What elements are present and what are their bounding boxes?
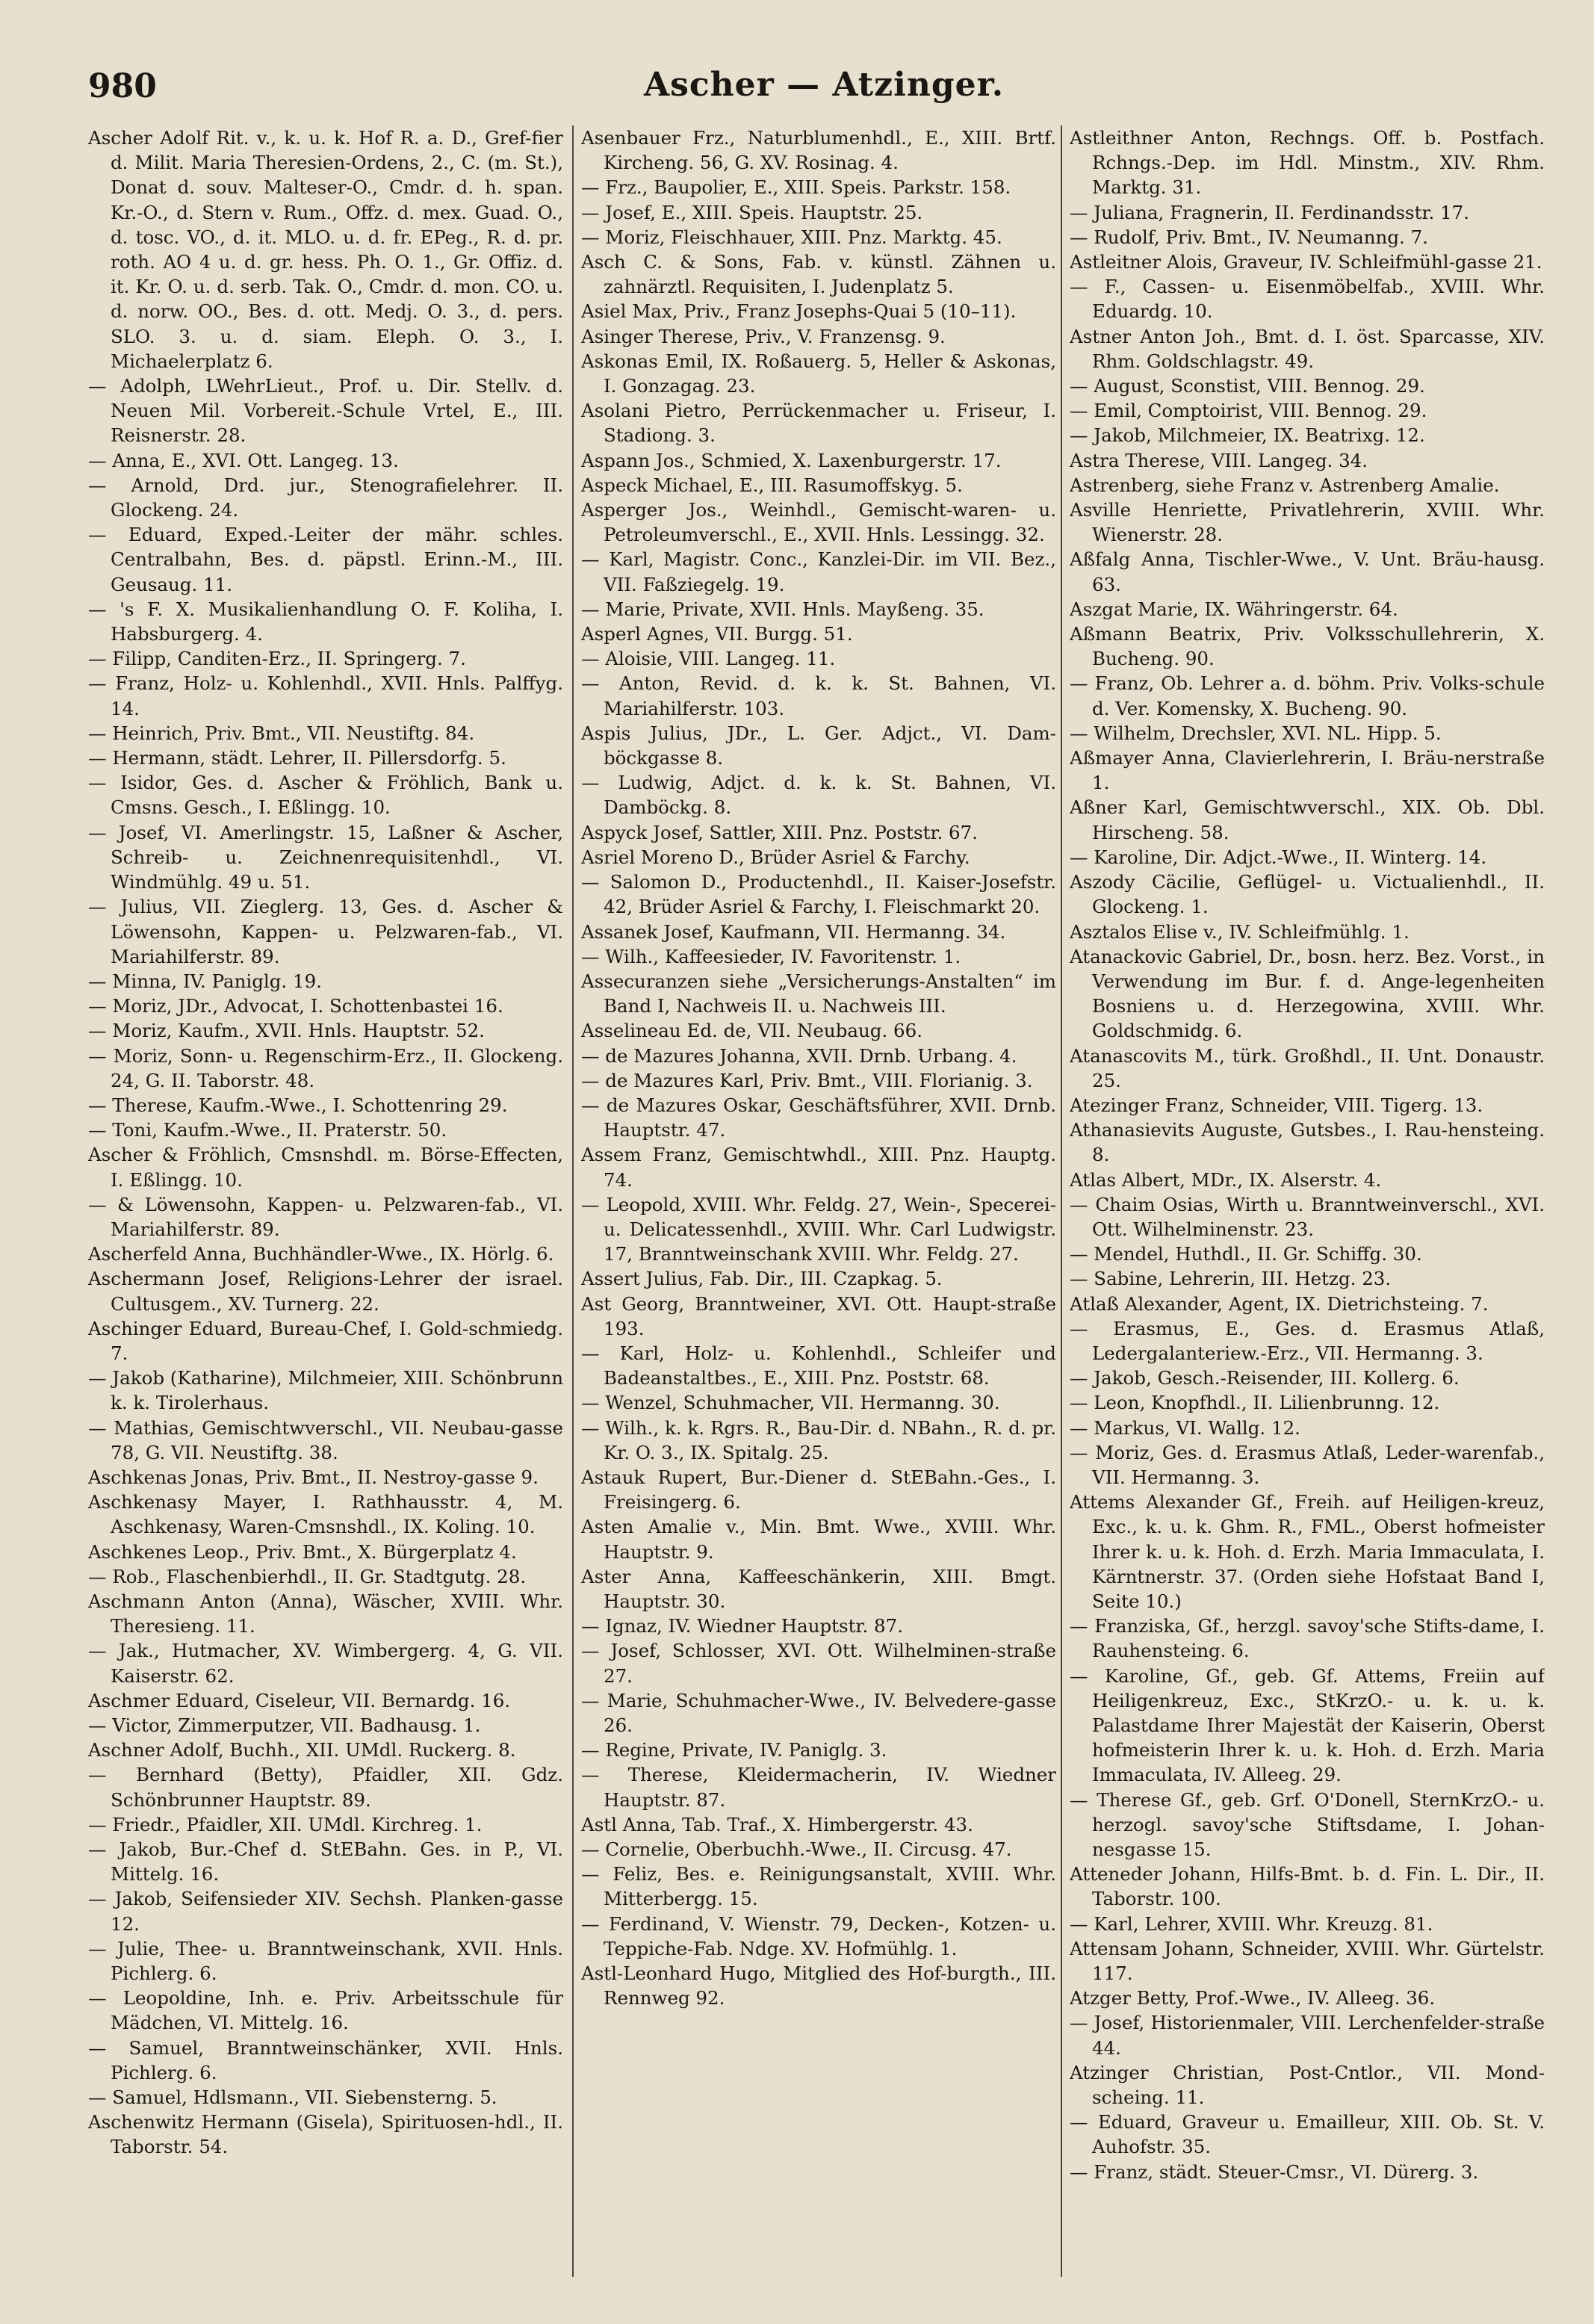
- directory-entry: Astauk Rupert, Bur.-Diener d. StEBahn.-Ges., I. Freisingerg. 6.: [581, 1466, 1056, 1513]
- directory-entry: Aschkenasy Mayer, I. Rathhausstr. 4, M. Aschkenasy, Waren-Cmsnshdl., IX. Koling. 10.: [88, 1491, 563, 1538]
- directory-entry: — Ludwig, Adjct. d. k. k. St. Bahnen, VI. Damböckg. 8.: [581, 772, 1056, 819]
- directory-entry: Astner Anton Joh., Bmt. d. I. öst. Sparcasse, XIV. Rhm. Goldschlagstr. 49.: [1070, 325, 1545, 372]
- directory-entry: — Josef, VI. Amerlingstr. 15, Laßner & Ascher, Schreib- u. Zeichnenrequisitenhdl., VI. Windmühlg. 49 u. 51.: [88, 821, 563, 893]
- directory-entry: — Franziska, Gf., herzgl. savoy'sche Stifts-dame, I. Rauhensteing. 6.: [1070, 1615, 1545, 1662]
- directory-entry: — Anton, Revid. d. k. k. St. Bahnen, VI. Mariahilferstr. 103.: [581, 672, 1056, 719]
- directory-entry: — Friedr., Pfaidler, XII. UMdl. Kirchreg. 1.: [88, 1813, 483, 1835]
- directory-entry: Aßner Karl, Gemischtwverschl., XIX. Ob. Dbl. Hirscheng. 58.: [1070, 796, 1545, 843]
- directory-entry: Aschkenes Leop., Priv. Bmt., X. Bürgerplatz 4.: [88, 1540, 517, 1563]
- directory-entry: Asselineau Ed. de, VII. Neubaug. 66.: [581, 1020, 922, 1042]
- directory-entry: Asriel Moreno D., Brüder Asriel & Farchy.: [581, 846, 970, 868]
- directory-entry: — Rob., Flaschenbierhdl., II. Gr. Stadtgutg. 28.: [88, 1565, 527, 1587]
- page-number: 980: [88, 67, 157, 105]
- directory-entry: Athanasievits Auguste, Gutsbes., I. Rau-hensteing. 8.: [1070, 1119, 1545, 1166]
- directory-entry: Atanascovits M., türk. Großhdl., II. Unt. Donaustr. 25.: [1070, 1044, 1545, 1091]
- directory-entry: Atteneder Johann, Hilfs-Bmt. b. d. Fin. L. Dir., II. Taborstr. 100.: [1070, 1863, 1545, 1910]
- directory-entry: — Josef, Historienmaler, VIII. Lerchenfelder-straße 44.: [1070, 2012, 1545, 2059]
- directory-entry: Assem Franz, Gemischtwhdl., XIII. Pnz. Hauptg. 74.: [581, 1144, 1056, 1191]
- directory-entry: Aschmer Eduard, Ciseleur, VII. Bernardg. 16.: [88, 1689, 511, 1711]
- directory-entry: Astl-Leonhard Hugo, Mitglied des Hof-burgth., III. Rennweg 92.: [581, 1962, 1056, 2010]
- directory-entry: Astleitner Alois, Graveur, IV. Schleifmühl-gasse 21.: [1070, 251, 1542, 273]
- directory-entry: — Josef, E., XIII. Speis. Hauptstr. 25.: [581, 201, 923, 223]
- directory-entry: — Therese, Kaufm.-Wwe., I. Schottenring 29.: [88, 1094, 508, 1116]
- directory-entry: — Salomon D., Productenhdl., II. Kaiser-Josefstr. 42, Brüder Asriel & Farchy, I. Fleischmarkt 20.: [581, 871, 1056, 918]
- directory-entry: Asville Henriette, Privatlehrerin, XVIII. Whr. Wienerstr. 28.: [1070, 499, 1545, 546]
- column-divider: [1061, 126, 1062, 2277]
- directory-entry: — Josef, Schlosser, XVI. Ott. Wilhelminen-straße 27.: [581, 1640, 1056, 1687]
- directory-entry: — Leopold, XVIII. Whr. Feldg. 27, Wein-, Specerei- u. Delicatessenhdl., XVIII. Whr. Carl Ludwigstr. 17, Branntweinschank XVIII. Whr. Feldg. 27.: [581, 1193, 1056, 1265]
- directory-entry: — Emil, Comptoirist, VIII. Bennog. 29.: [1070, 400, 1427, 422]
- directory-entry: — Moriz, Fleischhauer, XIII. Pnz. Marktg. 45.: [581, 226, 1002, 248]
- directory-entry: — Eduard, Exped.-Leiter der mähr. schles. Centralbahn, Bes. d. päpstl. Erinn.-M., III. Geusaug. 11.: [88, 524, 563, 595]
- directory-entry: — Cornelie, Oberbuchh.-Wwe., II. Circusg. 47.: [581, 1838, 1012, 1861]
- directory-entry: Aspeck Michael, E., III. Rasumoffskyg. 5.: [581, 474, 963, 496]
- directory-entry: — Samuel, Branntweinschänker, XVII. Hnls. Pichlerg. 6.: [88, 2036, 563, 2083]
- directory-entry: — Karl, Holz- u. Kohlenhdl., Schleifer und Badeanstaltbes., E., XIII. Pnz. Poststr. 68.: [581, 1342, 1056, 1389]
- directory-entry: Asztalos Elise v., IV. Schleifmühlg. 1.: [1070, 920, 1410, 943]
- directory-entry: — Franz, Ob. Lehrer a. d. böhm. Priv. Volks-schule d. Ver. Komensky, X. Bucheng. 90.: [1070, 672, 1545, 719]
- page-header: [88, 66, 1560, 114]
- directory-entry: — Marie, Private, XVII. Hnls. Mayßeng. 35.: [581, 598, 984, 620]
- directory-entry: — Wilh., k. k. Rgrs. R., Bau-Dir. d. NBahn., R. d. pr. Kr. O. 3., IX. Spitalg. 25.: [581, 1416, 1056, 1463]
- directory-entry: Aßmann Beatrix, Priv. Volksschullehrerin, X. Bucheng. 90.: [1070, 623, 1545, 670]
- directory-entry: — Julius, VII. Zieglerg. 13, Ges. d. Ascher & Löwensohn, Kappen- u. Pelzwaren-fab., VI. Mariahilferstr. 89.: [88, 896, 563, 967]
- directory-entry: — Wilhelm, Drechsler, XVI. NL. Hipp. 5.: [1070, 722, 1442, 744]
- column-right: [1070, 126, 1545, 2292]
- directory-entry: — Marie, Schuhmacher-Wwe., IV. Belvedere-gasse 26.: [581, 1689, 1056, 1736]
- directory-entry: — Isidor, Ges. d. Ascher & Fröhlich, Bank u. Cmsns. Gesch., I. Eßlingg. 10.: [88, 772, 563, 819]
- directory-entry: Aschinger Eduard, Bureau-Chef, I. Gold-schmiedg. 7.: [88, 1317, 563, 1364]
- directory-entry: — Ignaz, IV. Wiedner Hauptstr. 87.: [581, 1615, 903, 1637]
- directory-entry: — Filipp, Canditen-Erz., II. Springerg. 7.: [88, 648, 466, 670]
- directory-entry: — Aloisie, VIII. Langeg. 11.: [581, 648, 836, 670]
- directory-entry: Asten Amalie v., Min. Bmt. Wwe., XVIII. Whr. Hauptstr. 9.: [581, 1516, 1056, 1563]
- directory-entry: — Jakob, Seifensieder XIV. Sechsh. Planken-gasse 12.: [88, 1888, 563, 1935]
- directory-entry: — Moriz, Ges. d. Erasmus Atlaß, Leder-warenfab., VII. Hermanng. 3.: [1070, 1441, 1545, 1488]
- directory-entry: Atlas Albert, MDr., IX. Alserstr. 4.: [1070, 1168, 1382, 1191]
- directory-entry: — de Mazures Oskar, Geschäftsführer, XVII. Drnb. Hauptstr. 47.: [581, 1094, 1056, 1141]
- directory-entry: — Jakob, Gesch.-Reisender, III. Kollerg. 6.: [1070, 1367, 1460, 1389]
- directory-entry: — Rudolf, Priv. Bmt., IV. Neumanng. 7.: [1070, 226, 1428, 248]
- directory-entry: — Heinrich, Priv. Bmt., VII. Neustiftg. 84.: [88, 722, 475, 744]
- directory-entry: — Therese Gf., geb. Grf. O'Donell, SternKrzO.- u. herzogl. savoy'sche Stiftsdame, I. Johan-nesgasse 15.: [1070, 1788, 1545, 1861]
- directory-entry: — Wenzel, Schuhmacher, VII. Hermanng. 30.: [581, 1392, 1000, 1414]
- directory-entry: — Mendel, Huthdl., II. Gr. Schiffg. 30.: [1070, 1243, 1422, 1265]
- directory-entry: — Minna, IV. Paniglg. 19.: [88, 970, 322, 992]
- directory-entry: — de Mazures Karl, Priv. Bmt., VIII. Florianig. 3.: [581, 1069, 1033, 1091]
- directory-entry: — Karl, Lehrer, XVIII. Whr. Kreuzg. 81.: [1070, 1912, 1433, 1935]
- directory-entry: Aszody Cäcilie, Geflügel- u. Victualienhdl., II. Glockeng. 1.: [1070, 871, 1545, 918]
- directory-entry: Asinger Therese, Priv., V. Franzensg. 9.: [581, 325, 946, 347]
- directory-entry: Asenbauer Frz., Naturblumenhdl., E., XIII. Brtf. Kircheng. 56, G. XV. Rosinag. 4.: [581, 127, 1056, 174]
- directory-entry: — Toni, Kaufm.-Wwe., II. Praterstr. 50.: [88, 1119, 447, 1141]
- directory-entry: — Juliana, Fragnerin, II. Ferdinandsstr. 17.: [1070, 201, 1470, 223]
- directory-entry: — Wilh., Kaffeesieder, IV. Favoritenstr. 1.: [581, 945, 961, 967]
- directory-entry: Assecuranzen siehe „Versicherungs-Anstalten“ im Band I, Nachweis II. u. Nachweis III.: [581, 970, 1056, 1017]
- directory-entry: — Franz, städt. Steuer-Cmsr., VI. Dürerg. 3.: [1070, 2160, 1479, 2183]
- directory-entry: Aschenwitz Hermann (Gisela), Spirituosen-hdl., II. Taborstr. 54.: [88, 2111, 563, 2158]
- directory-entry: Assert Julius, Fab. Dir., III. Czapkag. 5.: [581, 1268, 943, 1290]
- directory-entry: Asolani Pietro, Perrückenmacher u. Friseur, I. Stadiong. 3.: [581, 400, 1056, 447]
- directory-entry: Aspyck Josef, Sattler, XIII. Pnz. Poststr. 67.: [581, 821, 979, 843]
- directory-entry: Atlaß Alexander, Agent, IX. Dietrichsteing. 7.: [1070, 1292, 1489, 1315]
- directory-entry: Aschner Adolf, Buchh., XII. UMdl. Ruckerg. 8.: [88, 1739, 516, 1761]
- directory-entry: Astl Anna, Tab. Traf., X. Himbergerstr. 43.: [581, 1813, 973, 1835]
- directory-entry: — Ferdinand, V. Wienstr. 79, Decken-, Kotzen- u. Teppiche-Fab. Ndge. XV. Hofmühlg. 1.: [581, 1912, 1056, 1959]
- column-divider: [572, 126, 574, 2277]
- directory-entry: Attems Alexander Gf., Freih. auf Heiligen-kreuz, Exc., k. u. k. Ghm. R., FML., Oberst hofmeister Ihrer k. u. k. Hoh. d. Erzh. Maria Immaculata, I. Kärntnerstr. 37. (Orden siehe Hofstaat Band I, Seite 10.): [1070, 1491, 1545, 1612]
- directory-entry: — Arnold, Drd. jur., Stenografielehrer. II. Glockeng. 24.: [88, 474, 563, 521]
- directory-entry: Asiel Max, Priv., Franz Josephs-Quai 5 (10–11).: [581, 300, 1017, 323]
- directory-entry: — Therese, Kleidermacherin, IV. Wiedner Hauptstr. 87.: [581, 1764, 1056, 1811]
- directory-entry: — Leon, Knopfhdl., II. Lilienbrunng. 12.: [1070, 1392, 1440, 1414]
- directory-entry: Astrenberg, siehe Franz v. Astrenberg Amalie.: [1070, 474, 1500, 496]
- directory-entry: — Leopoldine, Inh. e. Priv. Arbeitsschule für Mädchen, VI. Mittelg. 16.: [88, 1987, 563, 2034]
- directory-entry: — Mathias, Gemischtwverschl., VII. Neubau-gasse 78, G. VII. Neustiftg. 38.: [88, 1416, 563, 1463]
- directory-entry: Astra Therese, VIII. Langeg. 34.: [1070, 449, 1368, 471]
- directory-entry: — Julie, Thee- u. Branntweinschank, XVII. Hnls. Pichlerg. 6.: [88, 1937, 563, 1985]
- directory-entry: Asperl Agnes, VII. Burgg. 51.: [581, 623, 853, 645]
- directory-entry: — Hermann, städt. Lehrer, II. Pillersdorfg. 5.: [88, 747, 506, 769]
- directory-entry: — Karl, Magistr. Conc., Kanzlei-Dir. im VII. Bez., VII. Faßziegelg. 19.: [581, 548, 1056, 595]
- directory-entry: Attensam Johann, Schneider, XVIII. Whr. Gürtelstr. 117.: [1070, 1937, 1545, 1985]
- directory-entry: Aspann Jos., Schmied, X. Laxenburgerstr. 17.: [581, 449, 1002, 471]
- page-title: Ascher — Atzinger.: [643, 66, 1005, 104]
- directory-entry: Ascher Adolf Rit. v., k. u. k. Hof R. a. D., Gref-fier d. Milit. Maria Theresien-Ordens, 2., C. (m. St.), Donat d. souv. Malteser-O., Cmdr. d. h. span. Kr.-O., d. Stern v. Rum., Offz. d. mex. Guad. O., d. tosc. VO., d. it. MLO. u. d. fr. EPeg., R. d. pr. roth. AO 4 u. d. gr. hess. Ph. O. 1., Gr. Offiz. d. it. Kr. O. u. d. serb. Tak. O., Cmdr. d. mon. CO. u. d. norw. OO., Bes. d. ott. Medj. O. 3., d. pers. SLO. 3. u. d. siam. Eleph. O. 3., I. Michaelerplatz 6.: [88, 127, 563, 372]
- directory-entry: — Erasmus, E., Ges. d. Erasmus Atlaß, Ledergalanteriew.-Erz., VII. Hermanng. 3.: [1070, 1317, 1545, 1364]
- directory-entry: — Karoline, Dir. Adjct.-Wwe., II. Winterg. 14.: [1070, 846, 1487, 868]
- directory-entry: Aszgat Marie, IX. Währingerstr. 64.: [1070, 598, 1398, 620]
- directory-entry: — Jakob, Bur.-Chef d. StEBahn. Ges. in P., VI. Mittelg. 16.: [88, 1838, 563, 1885]
- directory-entry: Ascher & Fröhlich, Cmsnshdl. m. Börse-Effecten, I. Eßlingg. 10.: [88, 1144, 563, 1191]
- directory-entry: — Markus, VI. Wallg. 12.: [1070, 1416, 1300, 1439]
- directory-entry: — Bernhard (Betty), Pfaidler, XII. Gdz. Schönbrunner Hauptstr. 89.: [88, 1764, 563, 1811]
- directory-entry: Atezinger Franz, Schneider, VIII. Tigerg. 13.: [1070, 1094, 1483, 1116]
- directory-entry: — Moriz, Kaufm., XVII. Hnls. Hauptstr. 52.: [88, 1020, 485, 1042]
- directory-entry: Aßfalg Anna, Tischler-Wwe., V. Unt. Bräu-hausg. 63.: [1070, 548, 1545, 595]
- directory-entry: — F., Cassen- u. Eisenmöbelfab., XVIII. Whr. Eduardg. 10.: [1070, 276, 1545, 323]
- column-middle: [581, 126, 1056, 2292]
- directory-entry: Aschkenas Jonas, Priv. Bmt., II. Nestroy-gasse 9.: [88, 1466, 539, 1488]
- directory-entry: — Moriz, Sonn- u. Regenschirm-Erz., II. Glockeng. 24, G. II. Taborstr. 48.: [88, 1044, 563, 1091]
- directory-entry: Astleithner Anton, Rechngs. Off. b. Postfach. Rchngs.-Dep. im Hdl. Minstm., XIV. Rhm. Marktg. 31.: [1070, 127, 1545, 199]
- directory-entry: Ast Georg, Branntweiner, XVI. Ott. Haupt-straße 193.: [581, 1292, 1056, 1339]
- directory-entry: — Franz, Holz- u. Kohlenhdl., XVII. Hnls. Palffyg. 14.: [88, 672, 563, 719]
- directory-entry: — Samuel, Hdlsmann., VII. Siebensterng. 5.: [88, 2086, 497, 2109]
- directory-entry: Atanackovic Gabriel, Dr., bosn. herz. Bez. Vorst., in Verwendung im Bur. f. d. Ange-legenheiten Bosniens u. d. Herzegowina, XVIII. Whr. Goldschmidg. 6.: [1070, 945, 1545, 1042]
- column-left: [88, 126, 563, 2292]
- directory-entry: — Eduard, Graveur u. Emailleur, XIII. Ob. St. V. Auhofstr. 35.: [1070, 2111, 1545, 2158]
- directory-entry: — Frz., Baupolier, E., XIII. Speis. Parkstr. 158.: [581, 176, 1011, 199]
- directory-entry: Aster Anna, Kaffeeschänkerin, XIII. Bmgt. Hauptstr. 30.: [581, 1565, 1056, 1612]
- directory-entry: — 's F. X. Musikalienhandlung O. F. Koliha, I. Habsburgerg. 4.: [88, 598, 563, 645]
- directory-entry: Assanek Josef, Kaufmann, VII. Hermanng. 34.: [581, 920, 1006, 943]
- directory-entry: — Anna, E., XVI. Ott. Langeg. 13.: [88, 449, 399, 471]
- directory-entry: — Sabine, Lehrerin, III. Hetzg. 23.: [1070, 1268, 1392, 1290]
- directory-entry: Atzinger Christian, Post-Cntlor., VII. Mond-scheing. 11.: [1070, 2061, 1545, 2109]
- directory-entry: Ascherfeld Anna, Buchhändler-Wwe., IX. Hörlg. 6.: [88, 1243, 554, 1265]
- directory-entry: Aspis Julius, JDr., L. Ger. Adjct., VI. Dam-böckgasse 8.: [581, 722, 1056, 769]
- directory-entry: Askonas Emil, IX. Roßauerg. 5, Heller & Askonas, I. Gonzagag. 23.: [581, 350, 1056, 397]
- directory-entry: Aschmann Anton (Anna), Wäscher, XVIII. Whr. Theresieng. 11.: [88, 1590, 563, 1637]
- directory-entry: — Victor, Zimmerputzer, VII. Badhausg. 1.: [88, 1714, 481, 1736]
- directory-entry: Aßmayer Anna, Clavierlehrerin, I. Bräu-nerstraße 1.: [1070, 747, 1545, 794]
- directory-entry: — Karoline, Gf., geb. Gf. Attems, Freiin auf Heiligenkreuz, Exc., StKrzO.- u. k. u. k. Palastdame Ihrer Majestät der Kaiserin, Oberst hofmeisterin Ihrer k. u. k. Hoh. d. Erzh. Maria Immaculata, IV. Alleeg. 29.: [1070, 1664, 1545, 1786]
- directory-entry: — Feliz, Bes. e. Reinigungsanstalt, XVIII. Whr. Mitterbergg. 15.: [581, 1863, 1056, 1910]
- directory-entry: — Moriz, JDr., Advocat, I. Schottenbastei 16.: [88, 995, 503, 1017]
- directory-entry: — Chaim Osias, Wirth u. Branntweinverschl., XVI. Ott. Wilhelminenstr. 23.: [1070, 1193, 1545, 1240]
- directory-entry: — August, Sconstist, VIII. Bennog. 29.: [1070, 375, 1425, 397]
- directory-entry: — Jak., Hutmacher, XV. Wimbergerg. 4, G. VII. Kaiserstr. 62.: [88, 1640, 563, 1687]
- directory-entry: — Adolph, LWehrLieut., Prof. u. Dir. Stellv. d. Neuen Mil. Vorbereit.-Schule Vrtel, E., III. Reisnerstr. 28.: [88, 375, 563, 447]
- directory-entry: — Jakob (Katharine), Milchmeier, XIII. Schönbrunn k. k. Tirolerhaus.: [88, 1367, 563, 1414]
- directory-entry: — Jakob, Milchmeier, IX. Beatrixg. 12.: [1070, 424, 1425, 447]
- directory-entry: Atzger Betty, Prof.-Wwe., IV. Alleeg. 36.: [1070, 1987, 1436, 2010]
- directory-entry: Aschermann Josef, Religions-Lehrer der israel. Cultusgem., XV. Turnerg. 22.: [88, 1268, 563, 1315]
- directory-entry: — & Löwensohn, Kappen- u. Pelzwaren-fab., VI. Mariahilferstr. 89.: [88, 1193, 563, 1240]
- directory-entry: — de Mazures Johanna, XVII. Drnb. Urbang. 4.: [581, 1044, 1017, 1067]
- directory-entry: Asch C. & Sons, Fab. v. künstl. Zähnen u. zahnärztl. Requisiten, I. Judenplatz 5.: [581, 251, 1056, 298]
- directory-entry: — Regine, Private, IV. Paniglg. 3.: [581, 1739, 887, 1761]
- directory-entry: Asperger Jos., Weinhdl., Gemischt-waren- u. Petroleumverschl., E., XVII. Hnls. Lessingg. 32.: [581, 499, 1056, 546]
